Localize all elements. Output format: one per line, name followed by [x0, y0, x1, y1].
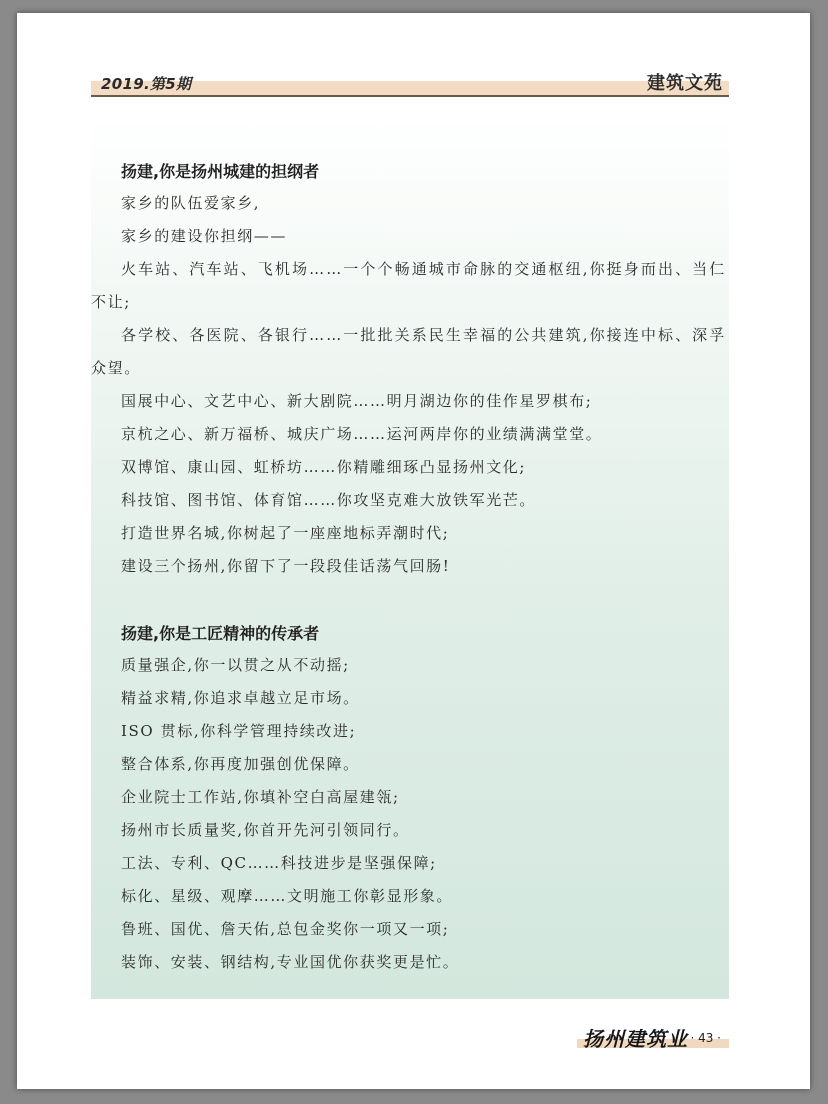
- page-header: [91, 71, 729, 97]
- column-name: 建筑文苑: [647, 73, 723, 94]
- section-heading-1: 扬建,你是扬州城建的担纲者: [121, 162, 320, 181]
- journal-logo: 扬州建筑业: [583, 1027, 688, 1051]
- poem-line: 质量强企,你一以贯之从不动摇;: [121, 656, 350, 674]
- page-footer: [577, 1023, 729, 1053]
- poem-line: 装饰、安装、钢结构,专业国优你获奖更是忙。: [121, 953, 460, 971]
- poem-line: 科技馆、图书馆、体育馆……你攻坚克难大放铁军光芒。: [121, 491, 537, 509]
- poem-line: 整合体系,你再度加强创优保障。: [121, 755, 360, 773]
- poem-line: 火车站、汽车站、飞机场……一个个畅通城市命脉的交通枢纽,你挺身而出、当仁: [121, 260, 727, 278]
- poem-line: 各学校、各医院、各银行……一批批关系民生幸福的公共建筑,你接连中标、深孚: [121, 326, 727, 344]
- poem-line: 建设三个扬州,你留下了一段段佳话荡气回肠!: [121, 557, 451, 575]
- poem-line: 打造世界名城,你树起了一座座地标弄潮时代;: [121, 524, 450, 542]
- issue-label: 2019.第5期: [101, 75, 192, 93]
- poem-line: 国展中心、文艺中心、新大剧院……明月湖边你的佳作星罗棋布;: [121, 392, 593, 410]
- content-panel: [91, 115, 729, 999]
- document-page: [17, 13, 810, 1089]
- poem-line: 精益求精,你追求卓越立足市场。: [121, 689, 360, 707]
- poem-line: 企业院士工作站,你填补空白高屋建瓴;: [121, 788, 400, 806]
- poem-line: 京杭之心、新万福桥、城庆广场……运河两岸你的业绩满满堂堂。: [121, 425, 603, 443]
- poem-line: 扬州市长质量奖,你首开先河引领同行。: [121, 821, 410, 839]
- header-rule: [91, 95, 729, 97]
- poem-line: 双博馆、康山园、虹桥坊……你精雕细琢凸显扬州文化;: [121, 458, 527, 476]
- poem-line: 标化、星级、观摩……文明施工你彰显形象。: [121, 887, 454, 905]
- poem-line: 工法、专利、QC……科技进步是坚强保障;: [121, 854, 437, 872]
- poem-line: ISO 贯标,你科学管理持续改进;: [121, 722, 357, 740]
- poem-line: 不让;: [91, 293, 131, 311]
- page-number: · 43 ·: [690, 1031, 721, 1045]
- section-heading-2: 扬建,你是工匠精神的传承者: [121, 624, 320, 643]
- poem-line: 众望。: [91, 359, 141, 377]
- poem-line: 家乡的建设你担纲——: [121, 227, 288, 245]
- poem-line: 鲁班、国优、詹天佑,总包金奖你一项又一项;: [121, 920, 450, 938]
- poem-line: 家乡的队伍爱家乡,: [121, 194, 261, 212]
